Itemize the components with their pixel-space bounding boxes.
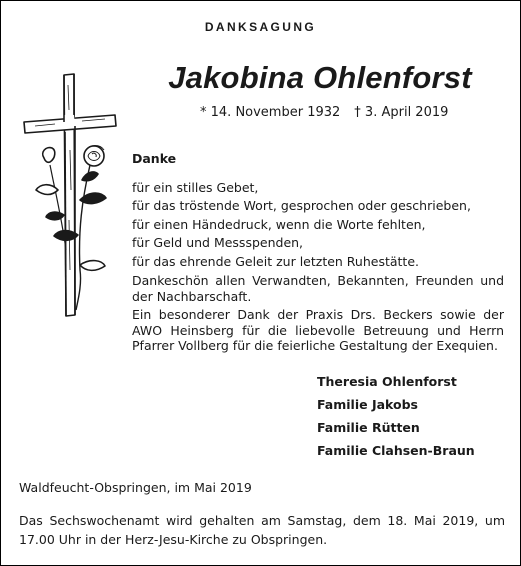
thanks-line: für das tröstende Wort, gesprochen oder geschrieben, [132,198,471,213]
notice-heading: DANKSAGUNG [204,20,317,34]
death-date: † 3. April 2019 [354,105,449,120]
signer-name: Familie Clahsen-Braun [317,443,475,458]
notice-body [132,150,504,354]
thanks-line: für ein stilles Gebet, [132,179,259,195]
cross-with-roses-icon [20,70,120,320]
thanks-line: für Geld und Messspenden, [132,235,304,250]
deceased-name: Jakobina Ohlenforst [168,60,472,95]
special-thanks-paragraph: Ein besonderer Dank der Praxis Drs. Beckers sowie der AWO Heinsberg für die liebevolle Betreuung und Herrn Pfarrer Vollberg für die feierliche Gestaltung der Exequien. [132,307,504,353]
signer-name: Theresia Ohlenforst [317,374,457,389]
birth-date: * 14. November 1932 [200,105,341,120]
signer-name: Familie Jakobs [317,397,418,412]
signer-name: Familie Rütten [317,420,420,435]
place-date: Waldfeucht-Obspringen, im Mai 2019 [19,480,252,495]
memorial-service-note: Das Sechswochenamt wird gehalten am Samstag, dem 18. Mai 2019, um 17.00 Uhr in der Herz-Jesu-Kirche zu Obspringen. [19,513,505,547]
thanks-intro: Danke [132,151,177,166]
life-dates [200,105,462,120]
signers-list [317,373,475,465]
thanks-relatives-paragraph: Dankeschön allen Verwandten, Bekannten, Freunden und der Nachbarschaft. [132,273,504,304]
thanks-line: für das ehrende Geleit zur letzten Ruhestätte. [132,253,419,269]
thanks-line: für einen Händedruck, wenn die Worte fehlten, [132,216,426,232]
